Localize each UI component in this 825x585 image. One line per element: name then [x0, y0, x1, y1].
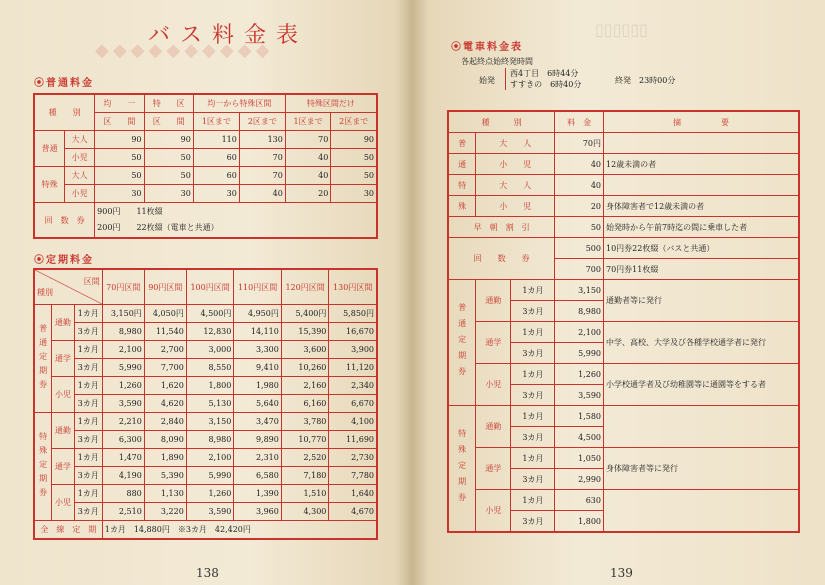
table-row [34, 395, 377, 413]
page-number: 138 [196, 566, 219, 580]
fare-cell: 1,050 [555, 448, 604, 469]
fare-cell: 8,090 [144, 431, 186, 449]
note-cell [604, 490, 800, 533]
last-time: 終発 23時00分 [615, 76, 676, 85]
note-cell [604, 406, 800, 448]
fare-cell: 1,130 [144, 485, 186, 503]
fare-cell: 20 [555, 196, 604, 217]
fare-cell: 4,620 [144, 395, 186, 413]
zone-label: 区間 [83, 277, 100, 286]
fare-cell: 60 [193, 167, 239, 185]
fare-cell: 1,390 [234, 485, 282, 503]
fare-cell: 11,540 [144, 323, 186, 341]
note-cell: 身体障害者等に発行 [604, 448, 800, 490]
fare-cell: 5,990 [102, 359, 144, 377]
fare-cell: 50 [331, 167, 377, 185]
fare-cell: 10,770 [281, 431, 329, 449]
fare-cell: 30 [144, 185, 193, 203]
all-line-label: 全 線 定 期 [34, 521, 102, 540]
fare-cell: 40 [285, 149, 330, 167]
period-label: 1カ月 [511, 280, 555, 301]
fare-cell: 50 [331, 149, 377, 167]
period-label: 3カ月 [511, 343, 555, 364]
note-cell [604, 175, 800, 196]
fare-cell: 70 [239, 149, 285, 167]
uniform-header: 均 一 [95, 94, 144, 113]
fare-cell: 4,950円 [234, 305, 282, 323]
fare-cell: 880 [102, 485, 144, 503]
fare-cell: 5,130 [186, 395, 234, 413]
zone-header: 110円区間 [234, 269, 282, 305]
fare-cell: 14,110 [234, 323, 282, 341]
fare-cell: 3,150 [555, 280, 604, 301]
period-label: 1カ月 [511, 490, 555, 511]
period-label: 3カ月 [511, 469, 555, 490]
fare-cell: 6,670 [329, 395, 377, 413]
fare-cell: 40 [555, 154, 604, 175]
special-header: 特 区 [144, 94, 193, 113]
sub-label: 通勤 [476, 406, 511, 448]
header-row [34, 269, 377, 305]
sub-label: 通学 [52, 341, 75, 377]
note-cell: 12歳未満の者 [604, 154, 800, 175]
kind-label: 大人 [65, 131, 95, 149]
note-cell: 通勤者等に発行 [604, 280, 800, 322]
period-label: 1カ月 [511, 406, 555, 427]
table-row [448, 322, 799, 343]
fare-cell: 7,780 [329, 467, 377, 485]
fare-cell: 40 [239, 185, 285, 203]
group-label: 通 [448, 154, 476, 175]
note-cell: 70円券11枚綴 [604, 259, 800, 280]
zone-header: 130円区間 [329, 269, 377, 305]
fare-cell: 4,050円 [144, 305, 186, 323]
group-label: 特殊定期券 [34, 413, 52, 521]
table-row [448, 364, 799, 385]
fare-cell: 5,390 [144, 467, 186, 485]
fare-cell: 70円 [555, 133, 604, 154]
fare-cell: 5,640 [234, 395, 282, 413]
table-row [34, 431, 377, 449]
table-row [34, 503, 377, 521]
fare-cell: 3,000 [186, 341, 234, 359]
period-label: 1カ月 [511, 448, 555, 469]
both-header: 均一から特殊区間 [193, 94, 285, 113]
normal-fare-table [33, 93, 378, 239]
table-row [34, 185, 377, 203]
fare-cell: 3,150 [186, 413, 234, 431]
kind-label: 回 数 券 [448, 238, 555, 280]
fare-cell: 130 [239, 131, 285, 149]
fare-cell: 6,580 [234, 467, 282, 485]
fare-cell: 30 [193, 185, 239, 203]
bleed-through-text: ▯▯▯▯▯▯ [595, 20, 648, 39]
fare-cell: 2,100 [102, 341, 144, 359]
fare-cell: 4,190 [102, 467, 144, 485]
fare-cell: 2,310 [234, 449, 282, 467]
fare-cell: 5,990 [555, 343, 604, 364]
uniform-header-2: 区 間 [95, 113, 144, 131]
zone1-header: 1区まで [193, 113, 239, 131]
only-header: 特殊区間だけ [285, 94, 377, 113]
fare-cell: 5,990 [186, 467, 234, 485]
fare-cell: 4,300 [281, 503, 329, 521]
sub-label: 通勤 [52, 305, 75, 341]
table-row [34, 413, 377, 431]
group-label: 殊 [448, 196, 476, 217]
fare-cell: 20 [285, 185, 330, 203]
table-row [448, 196, 799, 217]
fare-cell: 1,890 [144, 449, 186, 467]
sub-label: 小児 [52, 377, 75, 413]
fare-cell: 15,390 [281, 323, 329, 341]
fare-cell: 3,590 [555, 385, 604, 406]
zone-header: 120円区間 [281, 269, 329, 305]
fare-cell: 2,520 [281, 449, 329, 467]
fare-cell: 2,100 [555, 322, 604, 343]
kind-header: 種 別 [34, 94, 95, 131]
fare-cell: 50 [95, 167, 144, 185]
fare-cell: 2,160 [281, 377, 329, 395]
tram-fare-table [447, 110, 800, 533]
fare-cell: 50 [95, 149, 144, 167]
table-row [34, 131, 377, 149]
fare-cell: 2,100 [186, 449, 234, 467]
sub-label: 通学 [476, 322, 511, 364]
fare-cell: 9,890 [234, 431, 282, 449]
coupon-cell [95, 203, 377, 239]
normal-fare-heading: ⦿普通料金 [34, 78, 94, 89]
sub-label: 小児 [476, 490, 511, 533]
period-label: 3カ月 [74, 395, 102, 413]
table-row [34, 149, 377, 167]
fare-cell: 8,980 [102, 323, 144, 341]
fare-cell: 2,840 [144, 413, 186, 431]
period-label: 3カ月 [74, 323, 102, 341]
zone1-header: 1区まで [285, 113, 330, 131]
group-label: 普通定期券 [448, 280, 476, 406]
period-label: 3カ月 [74, 503, 102, 521]
fare-cell: 2,340 [329, 377, 377, 395]
fare-cell: 1,260 [102, 377, 144, 395]
table-row [34, 467, 377, 485]
table-row [448, 217, 799, 238]
fare-cell: 4,670 [329, 503, 377, 521]
fare-cell: 2,730 [329, 449, 377, 467]
pass-corner [34, 269, 102, 305]
right-page [415, 0, 825, 585]
sub-label: 通学 [52, 449, 75, 485]
period-label: 3カ月 [511, 385, 555, 406]
fare-cell: 30 [331, 185, 377, 203]
fare-cell: 11,120 [329, 359, 377, 377]
fare-cell: 90 [331, 131, 377, 149]
sub-label: 通勤 [52, 413, 75, 449]
note-cell [604, 133, 800, 154]
fare-cell: 70 [239, 167, 285, 185]
period-label: 1カ月 [74, 341, 102, 359]
kind-header: 種 別 [448, 111, 555, 133]
left-page [0, 0, 410, 585]
table-row [34, 521, 377, 540]
fare-cell: 40 [285, 167, 330, 185]
normal-fare-rows [34, 131, 377, 203]
period-label: 1カ月 [511, 364, 555, 385]
table-row [448, 133, 799, 154]
fare-cell: 500 [555, 238, 604, 259]
kind-label: 種別 [37, 288, 53, 297]
fare-cell: 7,180 [281, 467, 329, 485]
period-label: 3カ月 [511, 301, 555, 322]
fare-cell: 3,590 [102, 395, 144, 413]
kind-label: 小 児 [476, 196, 555, 217]
fare-cell: 2,210 [102, 413, 144, 431]
zone-header: 90円区間 [144, 269, 186, 305]
fare-cell: 3,150円 [102, 305, 144, 323]
fare-cell: 1,470 [102, 449, 144, 467]
group-label: 特殊定期券 [448, 406, 476, 533]
table-row [448, 154, 799, 175]
group-label: 特殊 [34, 167, 65, 203]
bleed-through-text: ◆◆◆◆◆◆◆◆◆◆ [95, 40, 274, 61]
fare-cell: 1,510 [281, 485, 329, 503]
period-label: 3カ月 [74, 359, 102, 377]
first-time-1: 西4丁目 6時44分 [510, 69, 579, 78]
fare-cell: 50 [555, 217, 604, 238]
fare-cell: 90 [144, 131, 193, 149]
first-times [505, 68, 581, 90]
period-label: 1カ月 [74, 485, 102, 503]
note-cell: 小学校通学者及び幼稚園等に通園等をする者 [604, 364, 800, 406]
table-row [448, 280, 799, 301]
fare-cell: 3,600 [281, 341, 329, 359]
fare-cell: 4,500円 [186, 305, 234, 323]
fare-cell: 630 [555, 490, 604, 511]
kind-label: 小児 [65, 149, 95, 167]
fare-cell: 3,900 [329, 341, 377, 359]
period-label: 3カ月 [74, 467, 102, 485]
table-row [448, 175, 799, 196]
fare-cell: 3,300 [234, 341, 282, 359]
fare-cell: 3,470 [234, 413, 282, 431]
page-title: バス料金表 [147, 23, 308, 48]
tram-fare-rows [448, 111, 799, 532]
fare-cell: 70 [285, 131, 330, 149]
fare-header: 料 金 [555, 111, 604, 133]
fare-cell: 6,160 [281, 395, 329, 413]
kind-label: 大人 [65, 167, 95, 185]
period-label: 3カ月 [511, 511, 555, 533]
fare-cell: 9,410 [234, 359, 282, 377]
fare-cell: 1,260 [555, 364, 604, 385]
page-number: 139 [610, 566, 633, 580]
fare-cell: 1,800 [555, 511, 604, 533]
zone2-header: 2区まで [239, 113, 285, 131]
fare-cell: 2,700 [144, 341, 186, 359]
fare-cell: 1,640 [329, 485, 377, 503]
coupon-line: 200円 22枚綴（電車と共通） [97, 223, 219, 232]
table-row [34, 377, 377, 395]
coupon-line: 900円 11枚綴 [97, 207, 163, 216]
table-row [448, 238, 799, 259]
group-label: 普 [448, 133, 476, 154]
group-label: 普通定期券 [34, 305, 52, 413]
fare-cell: 1,800 [186, 377, 234, 395]
fare-cell: 2,510 [102, 503, 144, 521]
period-label: 3カ月 [74, 431, 102, 449]
fare-cell: 40 [555, 175, 604, 196]
kind-label: 大 人 [476, 133, 555, 154]
table-row [34, 323, 377, 341]
zone-header: 70円区間 [102, 269, 144, 305]
table-row [34, 485, 377, 503]
fare-cell: 60 [193, 149, 239, 167]
table-row [448, 490, 799, 511]
period-label: 1カ月 [74, 413, 102, 431]
pass-fare-table [33, 268, 378, 540]
group-label: 普通 [34, 131, 65, 167]
note-cell: 身体障害者で12歳未満の者 [604, 196, 800, 217]
table-row [34, 167, 377, 185]
fare-cell: 3,960 [234, 503, 282, 521]
table-row [448, 448, 799, 469]
zone2-header: 2区まで [331, 113, 377, 131]
note-header: 摘 要 [604, 111, 800, 133]
kind-label: 大 人 [476, 175, 555, 196]
table-row [34, 341, 377, 359]
fare-cell: 50 [144, 149, 193, 167]
fare-cell: 3,780 [281, 413, 329, 431]
kind-label: 小 児 [476, 154, 555, 175]
pass-fare-rows [34, 269, 377, 539]
fare-cell: 6,300 [102, 431, 144, 449]
fare-cell: 7,700 [144, 359, 186, 377]
period-label: 1カ月 [74, 377, 102, 395]
kind-label: 早 朝 割 引 [448, 217, 555, 238]
fare-cell: 1,580 [555, 406, 604, 427]
fare-cell: 2,990 [555, 469, 604, 490]
sub-label: 通勤 [476, 280, 511, 322]
fare-cell: 8,980 [186, 431, 234, 449]
period-label: 1カ月 [74, 449, 102, 467]
fare-cell: 16,670 [329, 323, 377, 341]
table-row [34, 305, 377, 323]
sub-label: 通学 [476, 448, 511, 490]
first-time-2: すすきの 6時40分 [510, 80, 582, 89]
fare-cell: 10,260 [281, 359, 329, 377]
period-label: 1カ月 [511, 322, 555, 343]
period-label: 1カ月 [74, 305, 102, 323]
period-label: 3カ月 [511, 427, 555, 448]
header-row [448, 111, 799, 133]
coupon-label: 回 数 券 [34, 203, 95, 239]
fare-cell: 50 [144, 167, 193, 185]
fare-cell: 5,850円 [329, 305, 377, 323]
fare-cell: 30 [95, 185, 144, 203]
fare-cell: 1,980 [234, 377, 282, 395]
fare-cell: 90 [95, 131, 144, 149]
note-cell: 始発時から午前7時迄の間に乗車した者 [604, 217, 800, 238]
kind-label: 小児 [65, 185, 95, 203]
zone-header: 100円区間 [186, 269, 234, 305]
table-row [448, 406, 799, 427]
fare-cell: 11,690 [329, 431, 377, 449]
sub-label: 小児 [52, 485, 75, 521]
fare-cell: 5,400円 [281, 305, 329, 323]
first-label: 始発 [479, 76, 495, 85]
fare-cell: 110 [193, 131, 239, 149]
fare-cell: 1,260 [186, 485, 234, 503]
table-row [34, 449, 377, 467]
table-row [34, 359, 377, 377]
fare-cell: 3,590 [186, 503, 234, 521]
fare-cell: 3,220 [144, 503, 186, 521]
sub-label: 小児 [476, 364, 511, 406]
fare-cell: 700 [555, 259, 604, 280]
all-line-value: 1カ月 14,880円 ※3カ月 42,420円 [102, 521, 377, 540]
note-cell: 10円券22枚綴（バスと共通） [604, 238, 800, 259]
tram-fare-heading: ⦿電車料金表 [451, 42, 523, 53]
times-label: 各起終点始終発時間 [461, 57, 533, 66]
fare-cell: 4,100 [329, 413, 377, 431]
note-cell: 中学、高校、大学及び各種学校通学者に発行 [604, 322, 800, 364]
fare-cell: 12,830 [186, 323, 234, 341]
fare-cell: 4,500 [555, 427, 604, 448]
fare-cell: 8,550 [186, 359, 234, 377]
fare-cell: 1,620 [144, 377, 186, 395]
group-label: 特 [448, 175, 476, 196]
pass-fare-heading: ⦿定期料金 [34, 255, 94, 266]
fare-cell: 8,980 [555, 301, 604, 322]
special-header-2: 区 間 [144, 113, 193, 131]
